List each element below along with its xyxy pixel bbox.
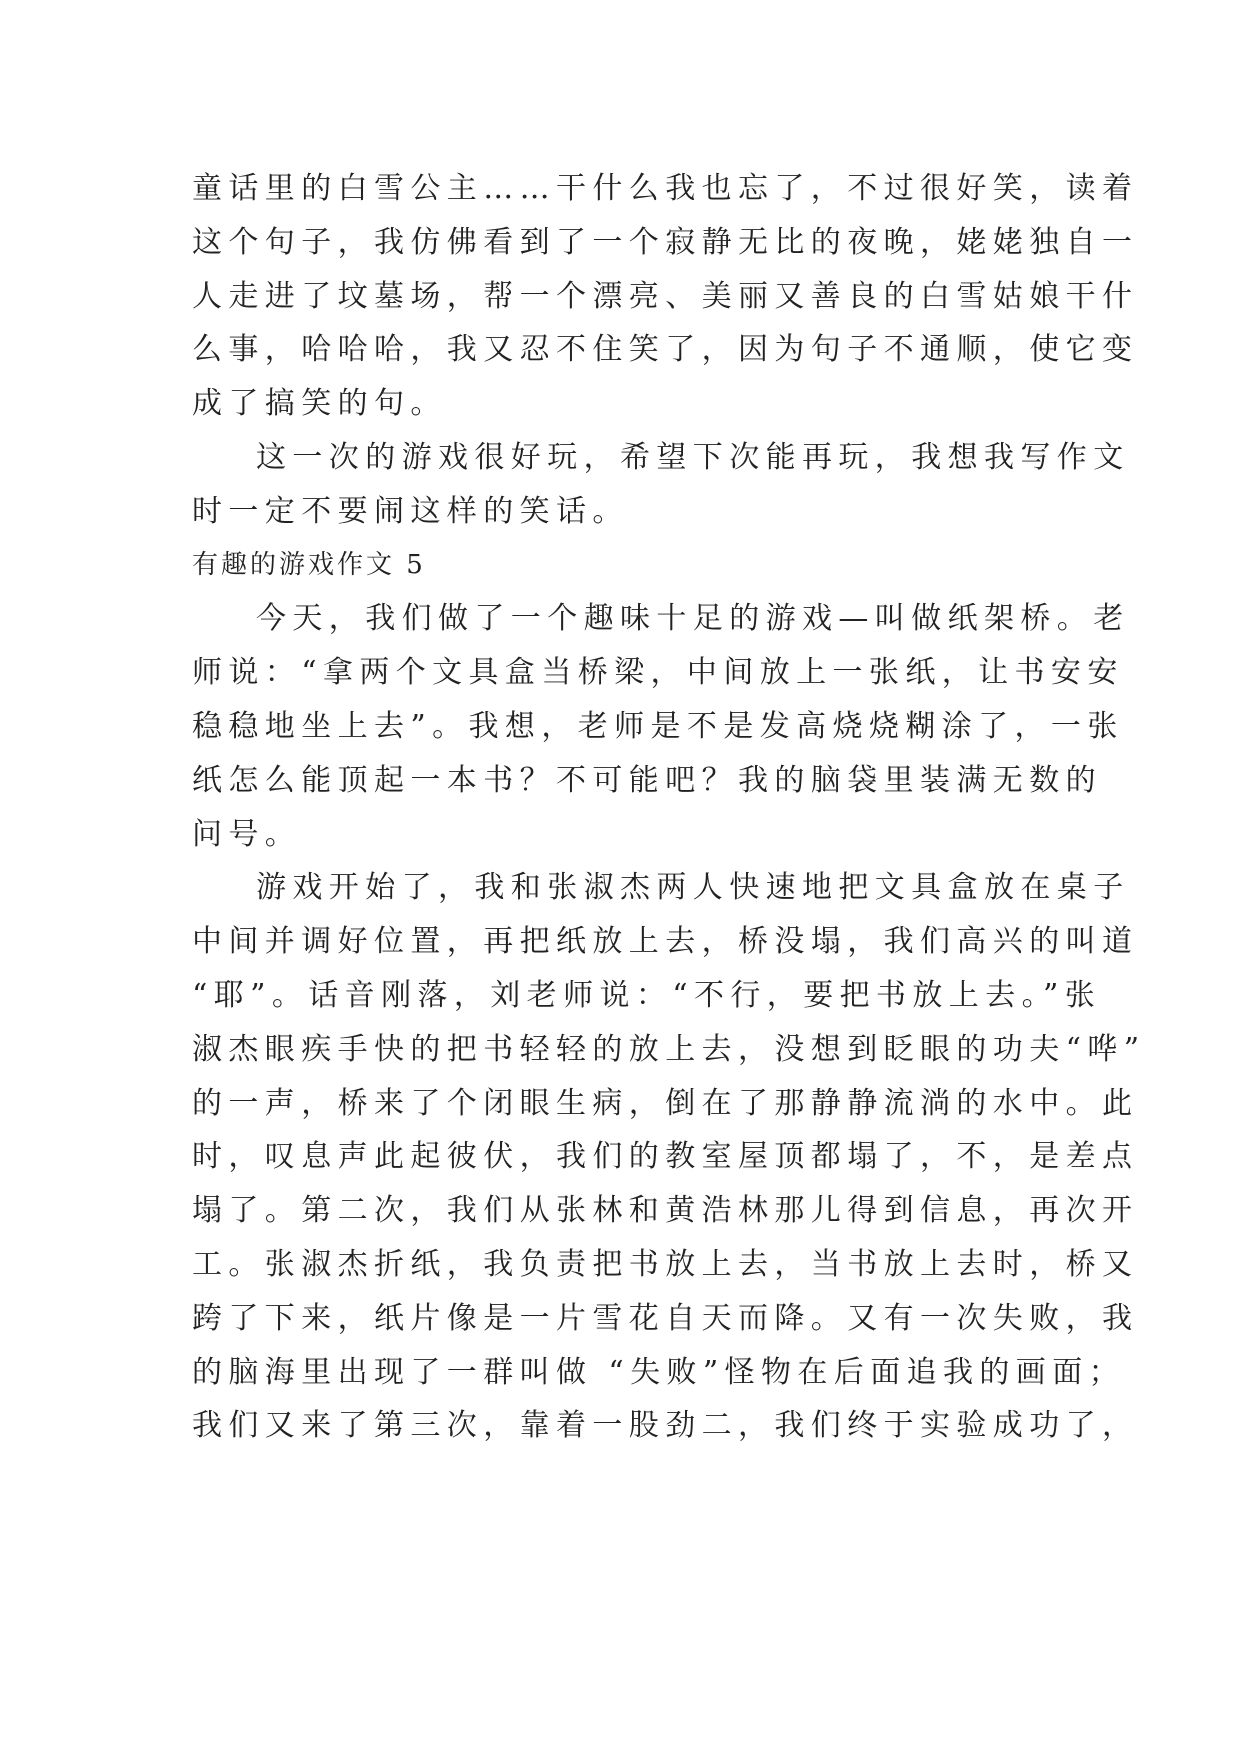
text-line: 人走进了坟墓场，帮一个漂亮、美丽又善良的白雪姑娘干什 xyxy=(192,278,1139,314)
text-line: 成了搞笑的句。 xyxy=(192,386,447,422)
text-line: 淑杰眼疾手快的把书轻轻的放上去，没想到眨眼的功夫“哗” xyxy=(192,1031,1146,1067)
text-line: 塌了。第二次，我们从张林和黄浩林那儿得到信息，再次开 xyxy=(192,1193,1139,1229)
text-line: 时，叹息声此起彼伏，我们的教室屋顶都塌了，不，是差点 xyxy=(192,1139,1139,1175)
text-line: 跨了下来，纸片像是一片雪花自天而降。又有一次失败，我 xyxy=(192,1300,1139,1336)
text-line: 问号。 xyxy=(192,816,302,852)
text-line: 童话里的白雪公主……干什么我也忘了，不过很好笑，读着 xyxy=(192,171,1139,206)
text-line: 这个句子，我仿佛看到了一个寂静无比的夜晚，姥姥独自一 xyxy=(192,224,1139,260)
section-heading: 有趣的游戏作文 5 xyxy=(192,549,426,580)
text-line: “耶”。话音刚落，刘老师说：“不行，要把书放上去。”张 xyxy=(192,977,1102,1013)
text-line: 我们又来了第三次，靠着一股劲二，我们终于实验成功了， xyxy=(192,1408,1139,1444)
paragraph-start-line: 这一次的游戏很好玩，希望下次能再玩，我想我写作文 xyxy=(256,439,1130,475)
text-line: 么事，哈哈哈，我又忍不住笑了，因为句子不通顺，使它变 xyxy=(192,332,1139,368)
text-line: 纸怎么能顶起一本书？不可能吧？我的脑袋里装满无数的 xyxy=(192,762,1102,798)
text-line: 时一定不要闹这样的笑话。 xyxy=(192,493,629,529)
paragraph-start-line: 游戏开始了，我和张淑杰两人快速地把文具盒放在桌子 xyxy=(256,870,1130,906)
essay-text xyxy=(192,162,1146,1453)
paragraph-start-line: 今天，我们做了一个趣味十足的游戏—叫做纸架桥。老 xyxy=(256,601,1130,637)
text-line: 工。张淑杰折纸，我负责把书放上去，当书放上去时，桥又 xyxy=(192,1246,1139,1282)
text-line: 的脑海里出现了一群叫做 “失败”怪物在后面追我的画面； xyxy=(192,1354,1126,1390)
text-line: 中间并调好位置，再把纸放上去，桥没塌，我们高兴的叫道 xyxy=(192,924,1139,960)
text-line: 师说：“拿两个文具盒当桥梁，中间放上一张纸，让书安安 xyxy=(192,655,1124,691)
text-line: 的一声，桥来了个闭眼生病，倒在了那静静流淌的水中。此 xyxy=(192,1085,1139,1121)
text-line: 稳稳地坐上去”。我想，老师是不是发高烧烧糊涂了，一张 xyxy=(192,708,1124,744)
